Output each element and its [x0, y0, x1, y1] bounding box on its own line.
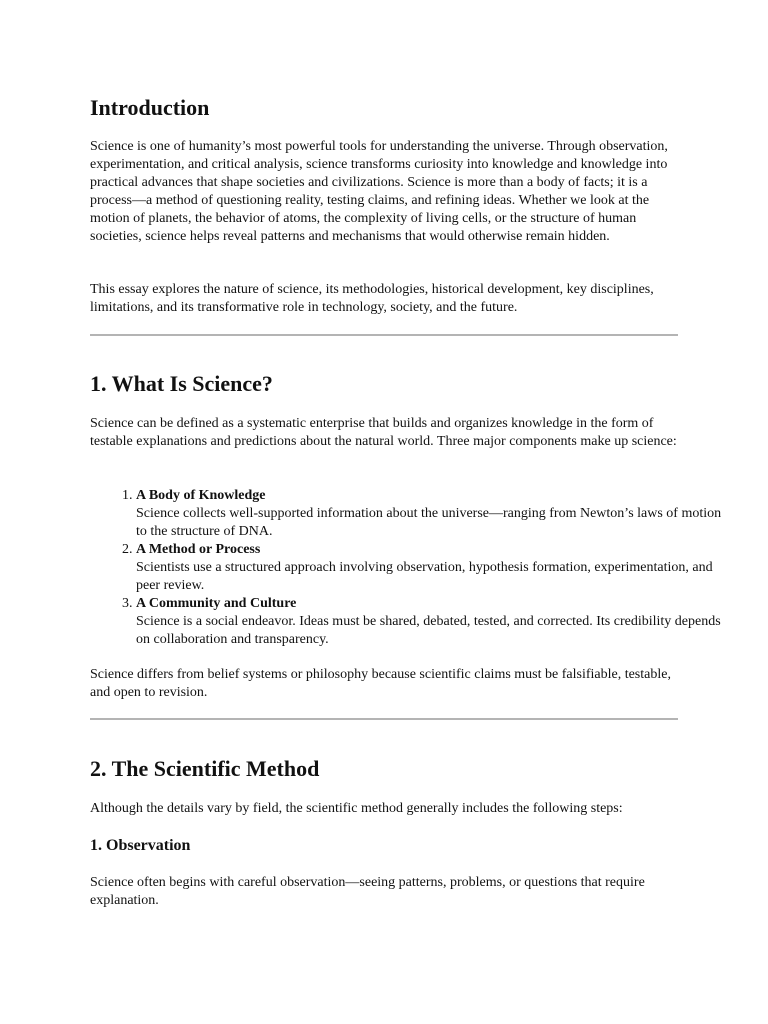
list-item	[136, 541, 726, 595]
science-components-list	[90, 487, 726, 649]
scientific-method-heading: 2. The Scientific Method	[90, 756, 320, 781]
list-item-description: Science is a social endeavor. Ideas must be shared, debated, tested, and corrected. Its credibility depends on collaboration and transparency.	[136, 614, 721, 647]
what-is-science-paragraph-1: Science can be defined as a systematic enterprise that builds and organizes knowledge in the form of testable explanations and predictions about the natural world. Three major components make up science:	[90, 416, 677, 449]
list-item	[136, 487, 726, 541]
introduction-heading: Introduction	[90, 95, 210, 120]
observation-paragraph: Science often begins with careful observation—seeing patterns, problems, or questions that require explanation.	[90, 875, 645, 908]
list-item-title: 2. A Method or Process	[136, 542, 261, 557]
what-is-science-heading: 1. What Is Science?	[90, 371, 273, 396]
introduction-paragraph-2: This essay explores the nature of science, its methodologies, historical development, key disciplines, limitations, and its transformative role in technology, society, and the future.	[90, 282, 654, 315]
list-item-description: Science collects well-supported information about the universe—ranging from Newton’s laws of motion to the structure of DNA.	[136, 506, 722, 539]
observation-subheading: 1. Observation	[90, 837, 191, 854]
section-divider-2	[90, 718, 678, 720]
list-item-description: Scientists use a structured approach involving observation, hypothesis formation, experimentation, and peer review.	[136, 560, 713, 593]
section-divider-1	[90, 334, 678, 336]
what-is-science-paragraph-2: Science differs from belief systems or philosophy because scientific claims must be falsifiable, testable, and open to revision.	[90, 667, 671, 700]
list-item-title: 1. A Body of Knowledge	[136, 488, 266, 503]
list-item	[136, 595, 726, 649]
introduction-paragraph-1: Science is one of humanity’s most powerful tools for understanding the universe. Through observation, experimentation, and critical analysis, science transforms curiosity into knowledge and knowledge into practical advances that shape societies and civilizations. Science is more than a body of facts; it is a process—a method of questioning reality, testing claims, and refining ideas. Whether we look at the motion of planets, the behavior of atoms, the complexity of living cells, or the structure of human societies, science helps reveal patterns and mechanisms that would otherwise remain hidden.	[90, 139, 668, 244]
scientific-method-paragraph-1: Although the details vary by field, the scientific method generally includes the following steps:	[90, 801, 623, 816]
list-item-title: 3. A Community and Culture	[136, 596, 297, 611]
